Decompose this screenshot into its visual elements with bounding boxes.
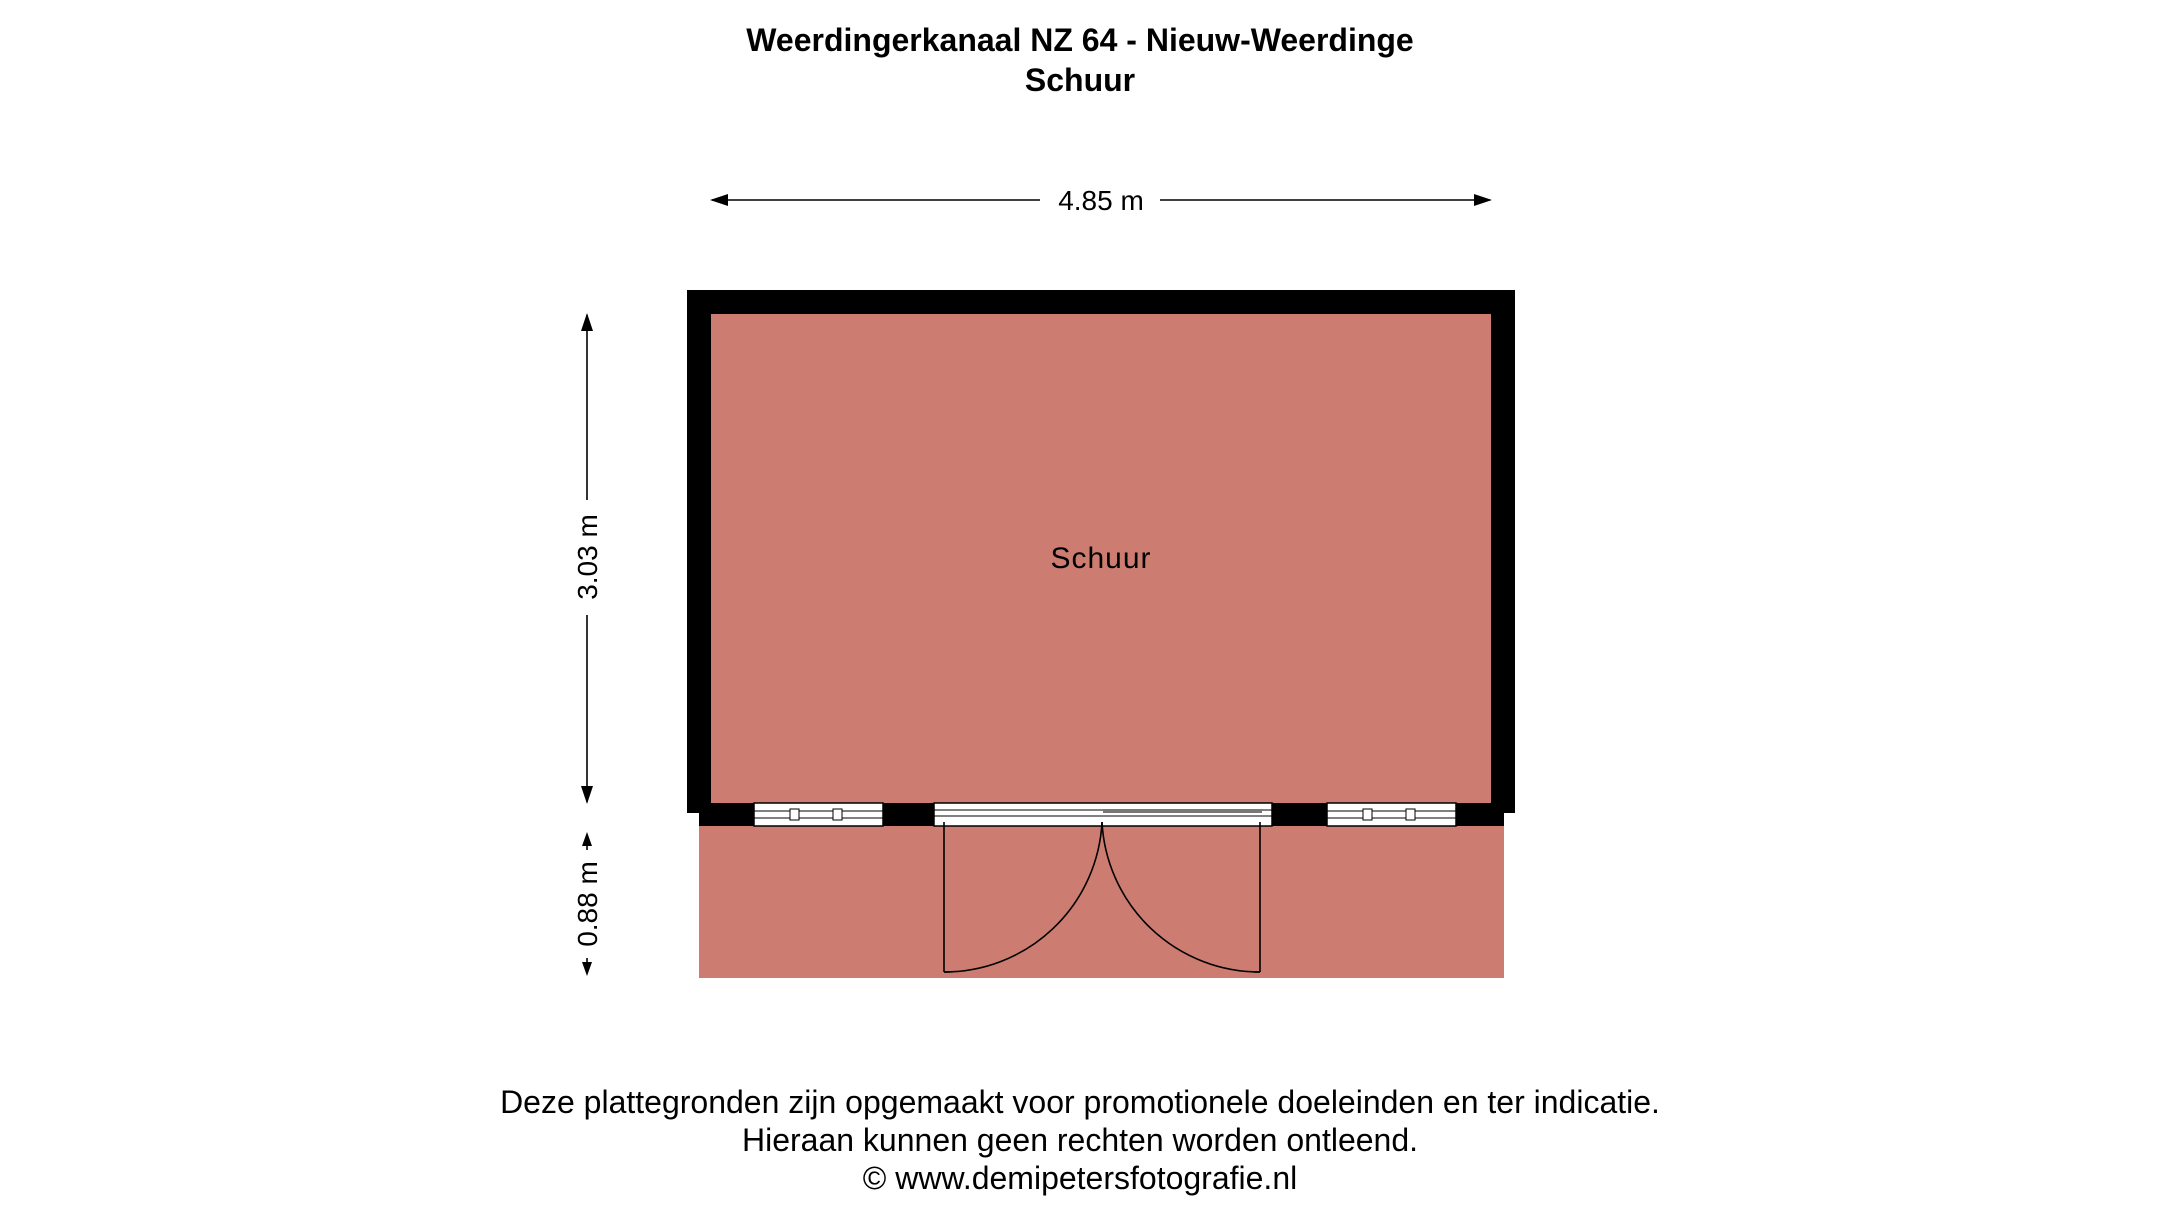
wall-left [687, 290, 711, 813]
disclaimer-line: Hieraan kunnen geen rechten worden ontleend. [741, 1122, 1419, 1158]
wall-right [1491, 290, 1515, 813]
page-title: Weerdingerkanaal NZ 64 - Nieuw-Weerdinge [746, 22, 1414, 58]
width-dimension [710, 185, 1492, 216]
front-strip-dimension [572, 832, 603, 976]
window-right [1327, 803, 1456, 826]
wall-bottom-segment [1456, 803, 1504, 826]
disclaimer-line: Deze plattegronden zijn opgemaakt voor promotionele doeleinden en ter indicatie. [500, 1084, 1660, 1120]
page-subtitle: Schuur [1024, 62, 1136, 98]
room-label: Schuur [1050, 542, 1152, 575]
wall-top [687, 290, 1515, 314]
arrow-right-icon [1474, 194, 1492, 206]
front-strip-label: 0.88 m [572, 861, 603, 947]
wall-bottom-segment [883, 803, 934, 826]
window-left [754, 803, 883, 826]
arrow-down-icon [582, 962, 592, 976]
depth-label: 3.03 m [572, 514, 603, 600]
copyright-line: © www.demipetersfotografie.nl [862, 1160, 1298, 1196]
arrow-down-icon [581, 786, 593, 804]
wall-bottom-segment [1272, 803, 1327, 826]
arrow-up-icon [581, 313, 593, 331]
arrow-left-icon [710, 194, 728, 206]
door-threshold [934, 803, 1272, 826]
width-label: 4.85 m [1058, 185, 1144, 216]
arrow-up-icon [582, 832, 592, 846]
depth-dimension [572, 313, 603, 804]
wall-bottom-segment [699, 803, 754, 826]
